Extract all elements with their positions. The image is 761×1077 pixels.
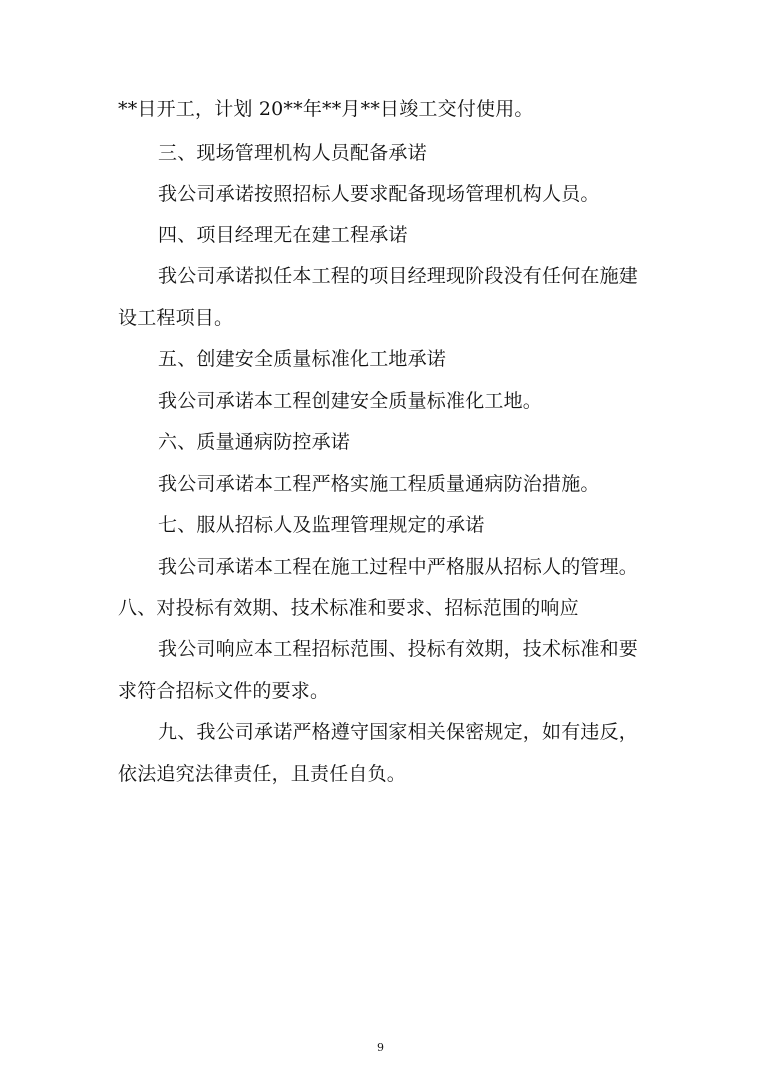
text-line: 我公司承诺按照招标人要求配备现场管理机构人员。 bbox=[158, 183, 600, 205]
section-heading: 五、创建安全质量标准化工地承诺 bbox=[158, 348, 447, 370]
text-line: 我公司响应本工程招标范围、投标有效期，技术标准和要 bbox=[158, 638, 639, 660]
text-line: 依法追究法律责任，且责任自负。 bbox=[118, 763, 407, 785]
text-line: 我公司承诺本工程在施工过程中严格服从招标人的管理。 bbox=[158, 556, 639, 578]
section-heading: 六、质量通病防控承诺 bbox=[158, 431, 351, 453]
text-line: 九、我公司承诺严格遵守国家相关保密规定，如有违反， bbox=[158, 721, 639, 743]
text-line: 我公司承诺本工程创建安全质量标准化工地。 bbox=[158, 390, 543, 412]
text-line: **日开工，计划 20**年**月**日竣工交付使用。 bbox=[118, 98, 534, 120]
text-line: 设工程项目。 bbox=[118, 307, 234, 329]
page-number: 9 bbox=[377, 1041, 384, 1054]
text-line: 我公司承诺本工程严格实施工程质量通病防治措施。 bbox=[158, 473, 600, 495]
text-line: 求符合招标文件的要求。 bbox=[118, 680, 330, 702]
section-heading: 三、现场管理机构人员配备承诺 bbox=[158, 142, 427, 164]
text-line: 我公司承诺拟任本工程的项目经理现阶段没有任何在施建 bbox=[158, 265, 639, 287]
section-heading: 八、对投标有效期、技术标准和要求、招标范围的响应 bbox=[118, 597, 579, 619]
section-heading: 四、项目经理无在建工程承诺 bbox=[158, 224, 408, 246]
section-heading: 七、服从招标人及监理管理规定的承诺 bbox=[158, 514, 485, 536]
